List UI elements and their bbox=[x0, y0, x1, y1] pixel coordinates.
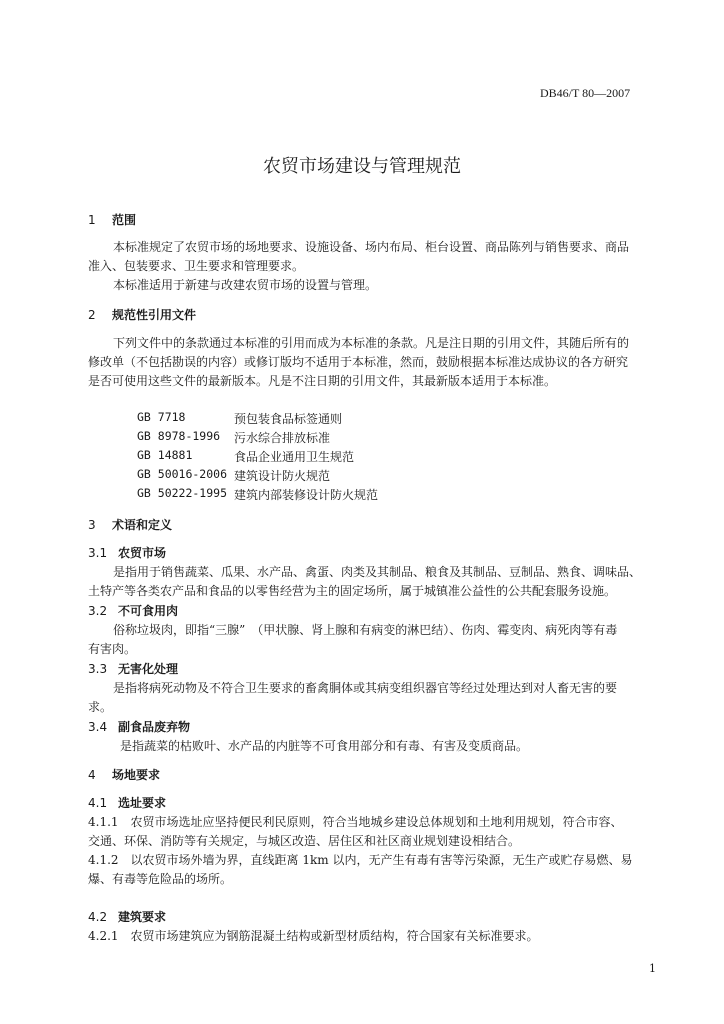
subsection-title: 建筑要求 bbox=[118, 910, 167, 924]
subsection-title: 无害化处理 bbox=[118, 662, 179, 676]
paragraph-line: 本标准规定了农贸市场的场地要求、设施设备、场内布局、柜台设置、商品陈列与销售要求、商品 bbox=[113, 240, 630, 254]
document-code: DB46/T 80—2007 bbox=[540, 86, 631, 100]
section-2-heading bbox=[88, 306, 196, 323]
subsection-number: 4.2 bbox=[88, 910, 108, 924]
section-1-heading bbox=[88, 211, 136, 228]
subsection-title: 选址要求 bbox=[118, 796, 167, 810]
subsection-title: 不可食用肉 bbox=[118, 604, 179, 618]
section-number: 2 bbox=[88, 308, 96, 322]
paragraph-line: 准入、包装要求、卫生要求和管理要求。 bbox=[88, 259, 305, 273]
reference-code: GB 50222-1995 bbox=[137, 486, 228, 500]
paragraph-line: 修改单（不包括勘误的内容）或修订版均不适用于本标准，然而，鼓励根据本标准达成协议的各方研究 bbox=[88, 355, 629, 369]
reference-name: 污水综合排放标准 bbox=[234, 431, 331, 445]
paragraph-line: 下列文件中的条款通过本标准的引用而成为本标准的条款。凡是注日期的引用文件，其随后所有的 bbox=[113, 336, 630, 350]
section-number: 1 bbox=[88, 213, 96, 227]
paragraph-line: 4.1.2 以农贸市场外墙为界，直线距离 1km 以内，无产生有毒有害等污染源，无生产或贮存易燃、易 bbox=[88, 853, 633, 867]
paragraph-line: 俗称垃圾肉，即指“三腺” （甲状腺、肾上腺和有病变的淋巴结）、伤肉、霉变肉、病死肉等有毒 bbox=[113, 623, 618, 637]
section-number: 4 bbox=[88, 768, 96, 782]
reference-name: 建筑内部装修设计防火规范 bbox=[234, 488, 379, 502]
paragraph-line: 是指蔬菜的枯败叶、水产品的内脏等不可食用部分和有毒、有害及变质商品。 bbox=[120, 739, 529, 753]
reference-code: GB 14881 bbox=[137, 448, 193, 462]
subsection-heading bbox=[88, 544, 166, 561]
reference-name: 建筑设计防火规范 bbox=[234, 469, 331, 483]
paragraph-line: 交通、环保、消防等有关规定，与城区改造、居住区和社区商业规划建设相结合。 bbox=[88, 834, 521, 848]
subsection-heading bbox=[88, 602, 178, 619]
reference-code: GB 7718 bbox=[137, 410, 186, 424]
subsection-title: 农贸市场 bbox=[118, 546, 167, 560]
subsection-number: 3.3 bbox=[88, 662, 108, 676]
subsection-heading bbox=[88, 908, 166, 925]
paragraph-line: 土特产等各类农产品和食品的以零售经营为主的固定场所，属于城镇准公益性的公共配套服务设施。 bbox=[88, 584, 617, 598]
subsection-number: 3.1 bbox=[88, 546, 108, 560]
reference-code: GB 50016-2006 bbox=[137, 467, 228, 481]
subsection-heading bbox=[88, 718, 190, 735]
paragraph-line: 4.2.1 农贸市场建筑应为钢筋混凝土结构或新型材质结构，符合国家有关标准要求。 bbox=[88, 929, 539, 943]
paragraph-line: 爆、有毒等危险品的场所。 bbox=[88, 872, 233, 886]
section-title: 规范性引用文件 bbox=[112, 308, 197, 322]
subsection-number: 3.4 bbox=[88, 720, 108, 734]
section-title: 范围 bbox=[112, 213, 137, 227]
paragraph-line: 本标准适用于新建与改建农贸市场的设置与管理。 bbox=[113, 278, 378, 292]
paragraph-line: 有害肉。 bbox=[88, 642, 137, 656]
subsection-heading bbox=[88, 794, 166, 811]
paragraph-line: 求。 bbox=[88, 700, 113, 714]
paragraph-line: 是否可使用这些文件的最新版本。凡是不注日期的引用文件，其最新版本适用于本标准。 bbox=[88, 374, 557, 388]
paragraph-line: 是指用于销售蔬菜、瓜果、水产品、禽蛋、肉类及其制品、粮食及其制品、豆制品、熟食、调味品、 bbox=[113, 565, 642, 579]
subsection-heading bbox=[88, 660, 178, 677]
section-4-heading bbox=[88, 766, 160, 783]
reference-name: 食品企业通用卫生规范 bbox=[234, 450, 355, 464]
page-number: 1 bbox=[649, 962, 656, 975]
section-title: 场地要求 bbox=[112, 768, 161, 782]
paragraph-line: 是指将病死动物及不符合卫生要求的畜禽胴体或其病变组织器官等经过处理达到对人畜无害的要 bbox=[113, 681, 618, 695]
subsection-title: 副食品废弃物 bbox=[118, 720, 191, 734]
subsection-number: 3.2 bbox=[88, 604, 108, 618]
section-3-heading bbox=[88, 516, 172, 533]
section-number: 3 bbox=[88, 518, 96, 532]
document-title: 农贸市场建设与管理规范 bbox=[263, 156, 461, 177]
paragraph-line: 4.1.1 农贸市场选址应坚持便民利民原则，符合当地城乡建设总体规划和土地利用规划，符合市容、 bbox=[88, 815, 623, 829]
reference-code: GB 8978-1996 bbox=[137, 429, 221, 443]
subsection-number: 4.1 bbox=[88, 796, 108, 810]
reference-name: 预包装食品标签通则 bbox=[234, 412, 343, 426]
section-title: 术语和定义 bbox=[112, 518, 173, 532]
